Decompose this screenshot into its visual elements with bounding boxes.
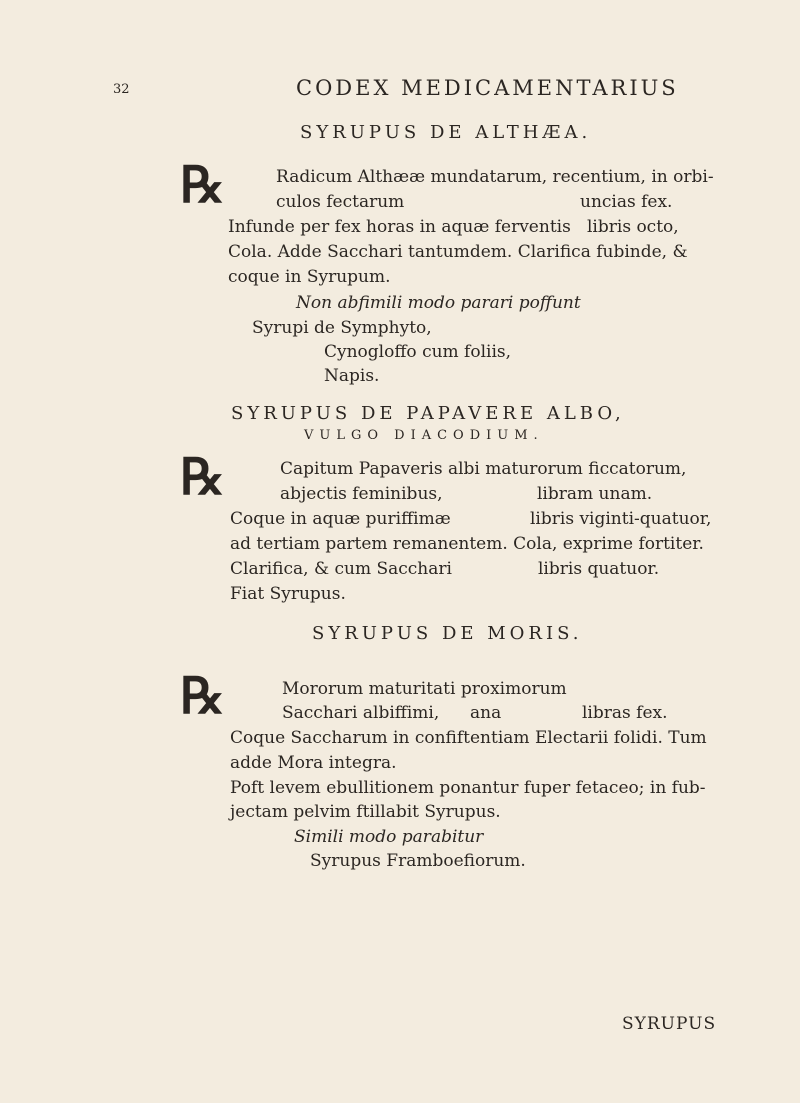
text-line-quantity: libram unam. [537, 484, 653, 504]
text-line-quantity: libras fex. [582, 703, 668, 723]
section-title-althaea: SYRUPUS DE ALTHÆA. [300, 122, 592, 143]
text-line: Syrupus Framboefiorum. [310, 851, 526, 871]
text-line: Coque in aquæ puriffimæ [230, 509, 451, 529]
text-line: Coque Saccharum in confiftentiam Electarii folidi. Tum [230, 728, 707, 748]
text-line-quantity: libris octo, [587, 217, 679, 237]
text-line: Sacchari albiffimi, [282, 703, 440, 723]
rx-symbol: ℞ [180, 666, 225, 725]
text-line: Poft levem ebullitionem ponantur fuper fetaceo; in fub- [230, 778, 706, 798]
text-line: jectam pelvim ftillabit Syrupus. [230, 802, 501, 822]
section-title-papavere: SYRUPUS DE PAPAVERE ALBO, [231, 403, 625, 424]
text-line-quantity: libris quatuor. [538, 559, 660, 579]
rx-symbol: ℞ [180, 447, 225, 506]
text-line: Infunde per fex horas in aquæ ferventis [228, 217, 571, 237]
text-line: Napis. [324, 366, 380, 386]
text-line-ana: ana [470, 703, 502, 723]
page-header [0, 76, 800, 106]
text-line: Capitum Papaveris albi maturorum ficcatorum, [280, 459, 687, 479]
text-line: coque in Syrupum. [228, 267, 391, 287]
text-line: ad tertiam partem remanentem. Cola, exprime fortiter. [230, 534, 704, 554]
text-line-quantity: uncias fex. [580, 192, 673, 212]
text-line: Mororum maturitati proximorum [282, 679, 567, 699]
text-line-italic: Simili modo parabitur [294, 827, 484, 847]
section-title-moris: SYRUPUS DE MORIS. [312, 623, 583, 644]
text-line-italic: Non abfimili modo parari poffunt [296, 293, 581, 313]
catchword: SYRUPUS [622, 1014, 717, 1034]
rx-symbol: ℞ [180, 155, 225, 214]
text-line: Clarifica, & cum Sacchari [230, 559, 452, 579]
page-number: 32 [113, 82, 130, 97]
text-line-quantity: libris viginti-quatuor, [530, 509, 712, 529]
text-line: Cynogloffo cum foliis, [324, 342, 512, 362]
text-line: Radicum Althææ mundatarum, recentium, in orbi- [276, 167, 714, 187]
text-line: adde Mora integra. [230, 753, 397, 773]
text-line: Cola. Adde Sacchari tantumdem. Clarifica fubinde, & [228, 242, 688, 262]
text-line: abjectis feminibus, [280, 484, 443, 504]
text-line: Fiat Syrupus. [230, 584, 346, 604]
text-line: Syrupi de Symphyto, [252, 318, 432, 338]
running-title: CODEX MEDICAMENTARIUS [296, 76, 679, 100]
section-subtitle: VULGO DIACODIUM. [304, 428, 544, 443]
text-line: culos fectarum [276, 192, 405, 212]
